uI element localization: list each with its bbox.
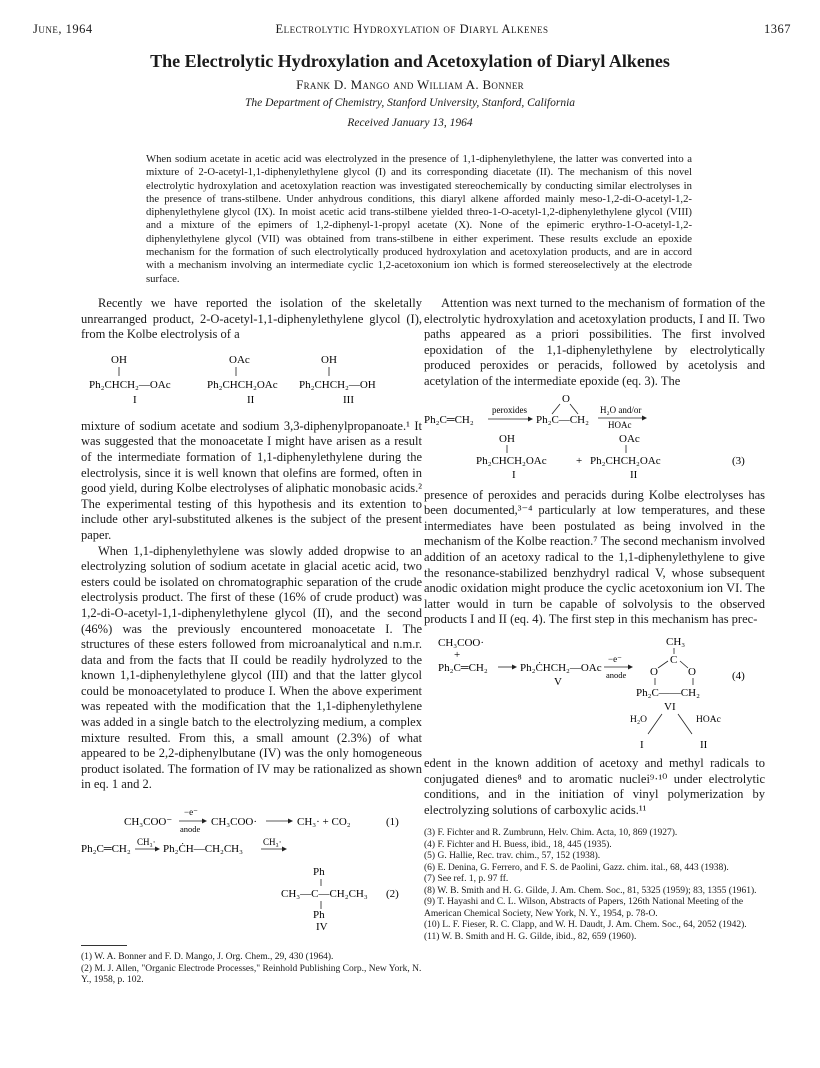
- products: CH₃· + CO₂: [297, 816, 351, 829]
- arrowhead: [512, 664, 517, 669]
- bond: [658, 661, 668, 668]
- received-date: Received January 13, 1964: [347, 117, 473, 129]
- compound-number: II: [700, 738, 708, 751]
- oac-label: OAc: [619, 432, 640, 445]
- arrow-over: H₂O and/or: [600, 404, 642, 415]
- equations-1-2: [81, 803, 422, 931]
- product-i: Ph₂CHCH₂OAc: [476, 454, 547, 467]
- compound-number: III: [343, 393, 354, 406]
- structure-ii: Ph₂CHCH₂OAc: [207, 378, 278, 391]
- arrow-under: anode: [606, 669, 627, 680]
- bond: [570, 404, 578, 414]
- methyl: CH₃: [666, 635, 686, 648]
- footnote: (5) G. Hallie, Rec. trav. chim., 57, 152 (1938).: [424, 851, 601, 862]
- equation-number: (1): [386, 816, 399, 829]
- arrowhead: [202, 819, 207, 824]
- footnote: (9) T. Hayashi and C. L. Wilson, Abstracts of Papers, 126th National Meeting of the American Chemical Society, New York, N. Y., 1954, p. 78-O.: [424, 897, 744, 919]
- paragraph: When 1,1-diphenylethylene was slowly added dropwise to an electrolyzing solution of sodium acetate in glacial acetic acid, two esters could be isolated on chromatographic separation of the crude electrolysis product. The first of these (16% of crude product) was 1,2-di-O-acetyl-1,1-diphenylethylene glycol (II), and the second (46%) was the previously encountered monoacetate I. The structures of these esters followed from microanalytical and n.m.r. data and from the facts that II could be readily hydrolyzed to the known 1,1-diphenylethylene glycol (III) and that the latter glycol could be monoacetylated to produce I. When the above experiment was repeated with the modification that the 1,1-diphenylethylene was added in a single batch to the electrolyzing medium, a complex mixture resulted. From this, a small amount (2.3%) of what appeared to be 2,2-diphenylbutane (IV) was the only homogeneous product isolated. The formation of IV may be rationalized as shown in eq. 1 and 2.: [81, 543, 422, 792]
- footnote: (4) F. Fichter and H. Buess, ibid., 18, 445 (1935).: [424, 839, 612, 850]
- article-title: The Electrolytic Hydroxylation and Acetoxylation of Diaryl Alkenes: [150, 51, 670, 71]
- arrow-over: −e⁻: [608, 653, 622, 664]
- structures-i-ii-iii: [81, 349, 422, 419]
- footnote: (8) W. B. Smith and H. G. Gilde, J. Am. Chem. Soc., 81, 5325 (1959); 83, 1355 (1961).: [424, 885, 757, 896]
- arrowhead: [282, 847, 287, 852]
- equation-4: [424, 634, 765, 752]
- left-column: [81, 296, 422, 987]
- arrow-over: CH₃·: [263, 837, 282, 848]
- reactant: Ph₂C═CH₂: [424, 413, 474, 426]
- oh-label: OH: [111, 353, 127, 366]
- footnote: (7) See ref. 1, p. 97 ff.: [424, 874, 509, 885]
- reagent: HOAc: [696, 714, 721, 725]
- ring-oxygen: O: [688, 665, 696, 678]
- running-head: [33, 22, 791, 38]
- substituent: Ph: [313, 909, 325, 922]
- ring-carbon: C: [670, 653, 678, 666]
- compound-number: I: [133, 393, 137, 406]
- paragraph: edent in the known addition of acetoxy and methyl radicals to conjugated dienes⁸ and to aromatic nuclei⁹·¹⁰ under electrolytic conditions, and in the initiation of vinyl polymerization by electrolyzing solutions of carboxylic acids.¹¹: [424, 755, 765, 817]
- footnote-rule: [81, 945, 127, 946]
- epoxide-oxygen: O: [562, 392, 570, 405]
- equation-number: (2): [386, 888, 399, 901]
- paragraph: Attention was next turned to the mechanism of formation of the electrolytic hydroxylation and acetoxylation products, I and II. Two paths appeared as a priori possibilities. The first involved epoxidation of the 1,1-diphenylethylene by electrolytically produced peroxides or peracids, followed by acetolysis and acetylation of the intermediate epoxide (eq. 3). The: [424, 296, 765, 388]
- arrow-over: −e⁻: [184, 807, 198, 818]
- footnote: (6) E. Denina, G. Ferrero, and F. S. de Paolini, Gazz. chim. ital., 68, 443 (1938).: [424, 862, 729, 873]
- reaction-arrow: [678, 714, 692, 734]
- compound-number: VI: [664, 700, 676, 713]
- compound-number: II: [630, 468, 638, 481]
- equation-3: [424, 392, 765, 482]
- compound-number: V: [554, 675, 562, 688]
- footnote: (1) W. A. Bonner and F. D. Mango, J. Org. Chem., 29, 430 (1964).: [81, 952, 334, 963]
- arrow-over: peroxides: [492, 404, 527, 415]
- equation-number: (4): [732, 669, 745, 682]
- issue-date: June, 1964: [33, 22, 93, 36]
- radical-v: Ph₂ĊHCH₂—OAc: [520, 661, 602, 674]
- footnote: (3) F. Fichter and R. Zumbrunn, Helv. Chim. Acta, 10, 869 (1927).: [424, 828, 678, 839]
- intermediate: CH₃COO·: [211, 816, 258, 829]
- bond: [552, 404, 560, 414]
- epoxide: Ph₂C—CH₂: [536, 413, 589, 426]
- footnote: (10) L. F. Fieser, R. C. Clapp, and W. H. Daudt, J. Am. Chem. Soc., 64, 2052 (1942).: [424, 920, 747, 931]
- arrowhead: [628, 664, 633, 669]
- article-authors: Frank D. Mango and William A. Bonner: [296, 77, 524, 92]
- arrowhead: [528, 416, 533, 421]
- acetoxonium-ion: Ph₂C——CH₂: [636, 686, 700, 699]
- page-number: 1367: [764, 22, 791, 36]
- footnotes: [424, 828, 765, 943]
- reaction-arrow: [648, 714, 662, 734]
- product-iv: CH₃—C—CH₂CH₃: [281, 888, 368, 901]
- footnotes: [81, 952, 422, 987]
- arrowhead: [155, 847, 160, 852]
- compound-number: I: [512, 468, 516, 481]
- paragraph: Recently we have reported the isolation of the skeletally unrearranged product, 2-O-acetyl-1,1-diphenylethylene glycol (I), from the Kolbe electrolysis of a: [81, 296, 422, 342]
- arrowhead: [642, 415, 647, 420]
- substituent: Ph: [313, 866, 325, 879]
- arrow-under: HOAc: [608, 419, 632, 430]
- plus-sign: +: [454, 648, 461, 661]
- ring-oxygen: O: [650, 665, 658, 678]
- oh-label: OH: [321, 353, 337, 366]
- product-ii: Ph₂CHCH₂OAc: [590, 454, 661, 467]
- equation-number: (3): [732, 454, 745, 467]
- structure-i: Ph₂CHCH₂—OAc: [89, 378, 171, 391]
- reactant: CH₃COO⁻: [124, 816, 173, 829]
- compound-number: I: [640, 738, 644, 751]
- radical-intermediate: Ph₂ĊH—CH₂CH₃: [163, 843, 243, 856]
- author-affiliation: The Department of Chemistry, Stanford University, Stanford, California: [244, 97, 576, 109]
- paragraph: presence of peroxides and peracids during Kolbe electrolyses has been documented,³⁻⁴ particularly at low temperatures, and these intermediates have been postulated as being involved in the mechanism of the Kolbe reaction.⁷ The second mechanism involved addition of an acetoxy radical to the 1,1-diphenylethylene to give the resonance-stabilized benzhydryl radical V, whose subsequent anodic oxidation might produce the cyclic acetoxonium ion VI. The latter would in turn be capable of solvolysis to the observed products I and II (eq. 4). The first step in this mechanism has prec-: [424, 487, 765, 627]
- footnote: (2) M. J. Allen, "Organic Electrode Processes," Reinhold Publishing Corp., New York, N. Y., 1958, p. 102.: [81, 963, 422, 986]
- plus-sign: +: [576, 454, 583, 467]
- bond: [680, 661, 688, 668]
- compound-number: IV: [316, 921, 328, 932]
- abstract: When sodium acetate in acetic acid was electrolyzed in the presence of 1,1-diphenylethylene, the latter was converted into a mixture of 2-O-acetyl-1,1-diphenylethylene glycol (I) and its corresponding diacetate (II). The mechanism of this novel electrolytic hydroxylation and acetoxylation reaction was investigated stereochemically by conducting similar electrolyses in the presence of trans-stilbene. Under anhydrous conditions, this diaryl alkene afforded mainly meso-1,2-di-O-acetyl-1,2-diphenylethylene glycol (IX). In moist acetic acid trans-stilbene yielded threo-1-O-acetyl-1,2-diphenylethylene glycol (VIII) and a mixture of the epimers of 1,2-diphenyl-1-propyl acetate (X). None of the epimeric erythro-1-O-acetyl-1,2-diphenylethylene glycol (VII) was obtained from trans-stilbene in either experiment. These results exclude an epoxide mechanism for the formation of such electrolytically produced hydroxylation and acetoxylation products, and are in accord with a mechanism involving an intermediate cyclic 1,2-acetoxonium ion which is formed stereoselectively at the electrode surface.: [146, 153, 692, 285]
- paragraph: mixture of sodium acetate and sodium 3,3-diphenylpropanoate.¹ It was suggested that the monoacetate I might have arisen as a result of the intermediate formation of 1,1-diphenylethylene during the electrolysis, since it is well known that olefins are formed, often in good yield, during Kolbe electrolyses of aliphatic monobasic acids.² The experimental testing of this hypothesis and its extention to include other aryl-substituted alkenes is the subject of the present paper.: [81, 418, 422, 542]
- reactant: Ph₂C═CH₂: [438, 661, 488, 674]
- right-column: [424, 296, 765, 943]
- running-title: Electrolytic Hydroxylation of Diaryl Alkenes: [275, 22, 549, 36]
- footnote: (11) W. B. Smith and H. G. Gilde, ibid., 82, 659 (1960).: [424, 931, 637, 942]
- arrow-over: CH₃·: [137, 837, 156, 848]
- arrowhead: [288, 819, 293, 824]
- reagent: H₂O: [630, 714, 648, 725]
- structure-iii: Ph₂CHCH₂—OH: [299, 378, 376, 391]
- reactant: Ph₂C═CH₂: [81, 843, 131, 856]
- compound-number: II: [247, 393, 255, 406]
- oh-label: OH: [499, 432, 515, 445]
- reagent: CH₃COO·: [438, 636, 485, 649]
- arrow-under: anode: [180, 824, 201, 835]
- oac-label: OAc: [229, 353, 250, 366]
